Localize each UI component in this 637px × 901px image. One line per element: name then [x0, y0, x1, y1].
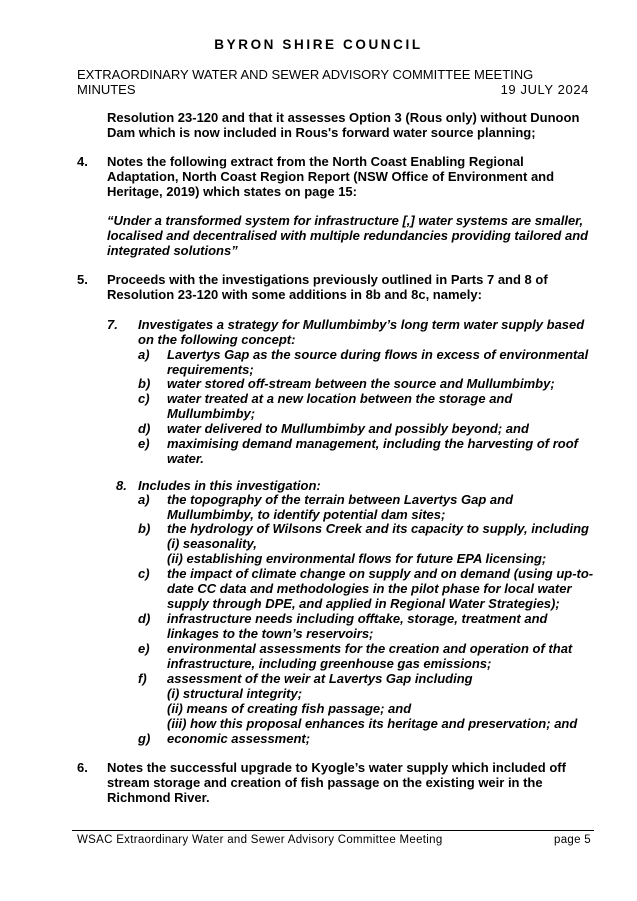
footer-rule: [72, 830, 594, 831]
sub-item-text: Mullumbimby, to identify potential dam sites;: [167, 507, 446, 522]
sub-item-text: infrastructure, including greenhouse gas emissions;: [167, 656, 492, 671]
item-text: Richmond River.: [107, 790, 210, 805]
sub-item-text: Mullumbimby;: [167, 406, 256, 421]
sub-item-text: the topography of the terrain between Lavertys Gap and: [167, 492, 514, 507]
sub-item-text: water treated at a new location between the storage and: [167, 391, 513, 406]
sub-item-letter: g): [138, 731, 151, 746]
sub-item-letter: e): [138, 641, 150, 656]
sub-item-text: (i) seasonality,: [167, 536, 257, 551]
sub-item-text: environmental assessments for the creation and operation of that: [167, 641, 573, 656]
item-number: 4.: [77, 154, 88, 169]
page-number: page 5: [554, 834, 591, 846]
part-number: 7.: [107, 317, 118, 332]
meeting-date: 19 JULY 2024: [500, 82, 589, 97]
sub-item-text: maximising demand management, including the harvesting of roof: [167, 436, 579, 451]
sub-item-letter: f): [138, 671, 147, 686]
part-text: Includes in this investigation:: [138, 478, 321, 493]
item-text: Heritage, 2019) which states on page 15:: [107, 184, 357, 199]
item-number: 6.: [77, 760, 88, 775]
sub-item-letter: d): [138, 421, 151, 436]
part-text: on the following concept:: [138, 332, 296, 347]
sub-item-text: linkages to the town’s reservoirs;: [167, 626, 374, 641]
council-name: BYRON SHIRE COUNCIL: [214, 37, 423, 52]
footer-meeting-name: WSAC Extraordinary Water and Sewer Advisory Committee Meeting: [77, 834, 443, 846]
sub-item-text: (ii) means of creating fish passage; and: [167, 701, 412, 716]
sub-item-letter: e): [138, 436, 150, 451]
minutes-label: MINUTES: [77, 82, 136, 97]
sub-item-text: requirements;: [167, 362, 254, 377]
sub-item-text: (ii) establishing environmental flows for future EPA licensing;: [167, 551, 547, 566]
item-text: Adaptation, North Coast Region Report (NSW Office of Environment and: [107, 169, 555, 184]
sub-item-letter: c): [138, 566, 150, 581]
quote-text: integrated solutions”: [107, 243, 238, 258]
item-text: Resolution 23-120 with some additions in 8b and 8c, namely:: [107, 287, 482, 302]
sub-item-text: economic assessment;: [167, 731, 311, 746]
sub-item-text: the hydrology of Wilsons Creek and its capacity to supply, including: [167, 521, 589, 536]
part-text: Investigates a strategy for Mullumbimby’s long term water supply based: [138, 317, 585, 332]
item-text: Notes the following extract from the North Coast Enabling Regional: [107, 154, 524, 169]
item-text: Proceeds with the investigations previously outlined in Parts 7 and 8 of: [107, 272, 548, 287]
sub-item-text: assessment of the weir at Lavertys Gap including: [167, 671, 473, 686]
sub-item-letter: d): [138, 611, 151, 626]
sub-item-text: infrastructure needs including offtake, storage, treatment and: [167, 611, 548, 626]
continuation-line: Dam which is now included in Rous's forward water source planning;: [107, 125, 536, 140]
sub-item-letter: c): [138, 391, 150, 406]
sub-item-text: the impact of climate change on supply and on demand (using up-to-: [167, 566, 594, 581]
continuation-line: Resolution 23-120 and that it assesses Option 3 (Rous only) without Dunoon: [107, 110, 580, 125]
item-number: 5.: [77, 272, 88, 287]
item-text: stream storage and creation of fish passage on the existing weir in the: [107, 775, 543, 790]
sub-item-text: water.: [167, 451, 204, 466]
sub-item-letter: b): [138, 521, 151, 536]
item-text: Notes the successful upgrade to Kyogle’s water supply which included off: [107, 760, 566, 775]
sub-item-text: water delivered to Mullumbimby and possibly beyond; and: [167, 421, 529, 436]
sub-item-letter: a): [138, 492, 150, 507]
sub-item-text: Lavertys Gap as the source during flows in excess of environmental: [167, 347, 589, 362]
part-number: 8.: [116, 478, 127, 493]
meeting-title: EXTRAORDINARY WATER AND SEWER ADVISORY COMMITTEE MEETING: [77, 67, 534, 82]
minutes-line: [77, 82, 589, 97]
sub-item-text: (iii) how this proposal enhances its heritage and preservation; and: [167, 716, 578, 731]
sub-item-text: water stored off-stream between the source and Mullumbimby;: [167, 376, 555, 391]
sub-item-text: (i) structural integrity;: [167, 686, 303, 701]
sub-item-text: date CC data and methodologies in the pilot phase for local water: [167, 581, 572, 596]
sub-item-text: supply through DPE, and applied in Regional Water Strategies);: [167, 596, 560, 611]
sub-item-letter: b): [138, 376, 151, 391]
quote-text: “Under a transformed system for infrastructure [,] water systems are smaller,: [107, 213, 584, 228]
sub-item-letter: a): [138, 347, 150, 362]
quote-text: localised and decentralised with multiple redundancies providing tailored and: [107, 228, 589, 243]
